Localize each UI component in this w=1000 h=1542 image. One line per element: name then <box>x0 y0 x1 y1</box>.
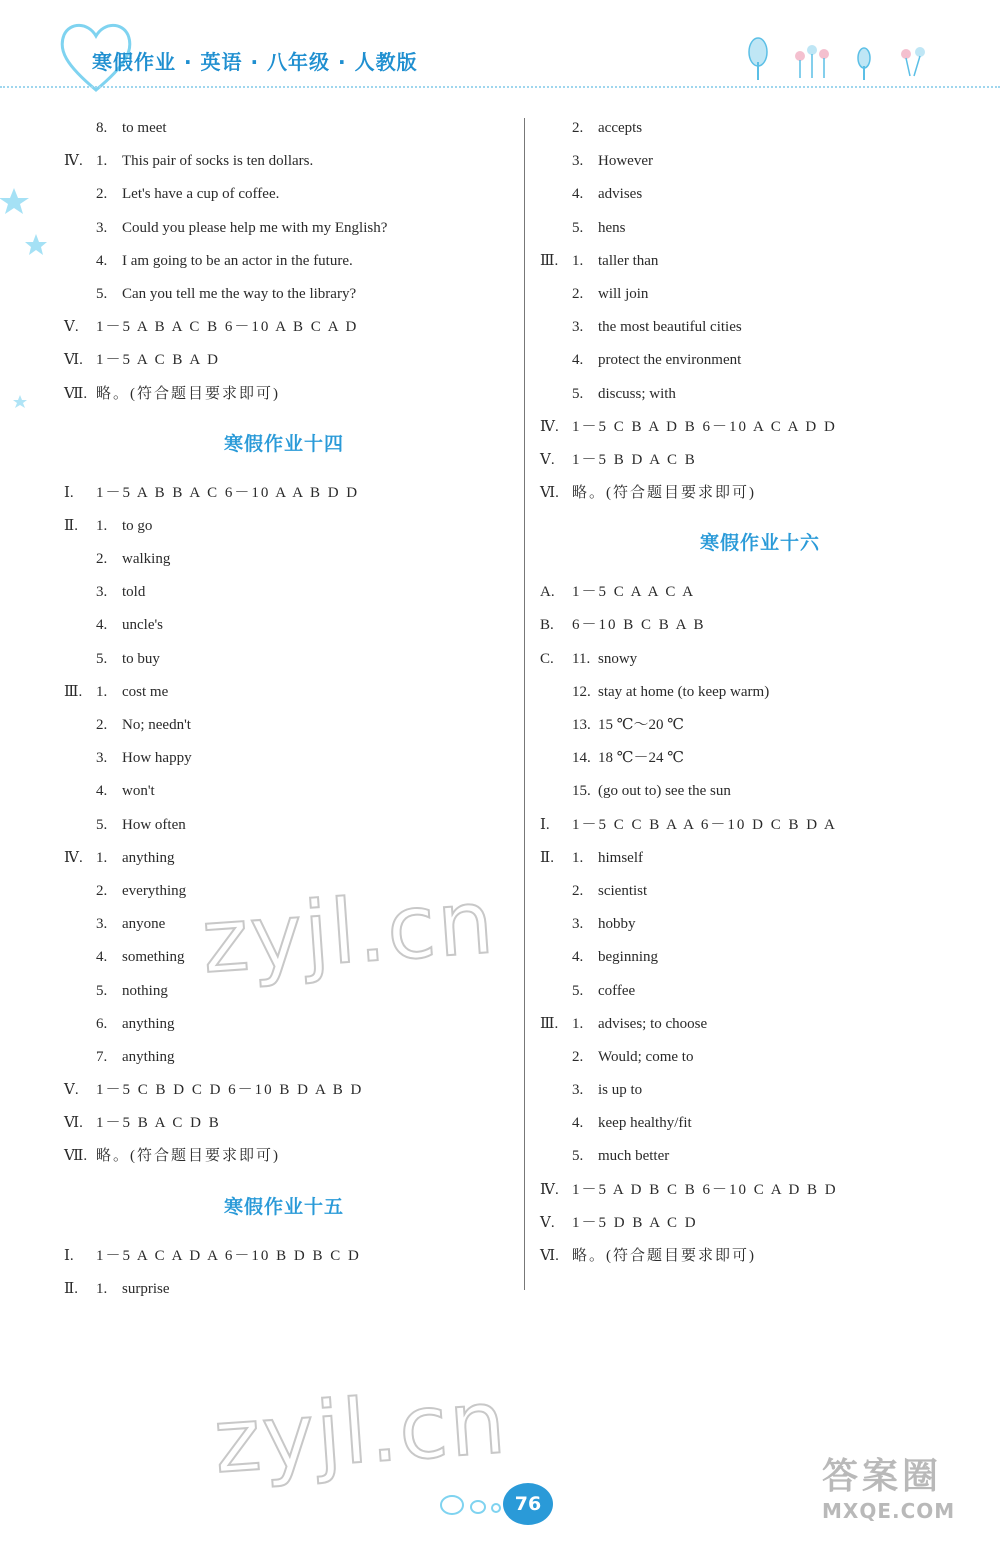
answer-text: hens <box>598 219 626 236</box>
answer-text: I am going to be an actor in the future. <box>122 252 353 269</box>
answer-line <box>64 178 504 211</box>
column-divider <box>524 118 525 1290</box>
answer-line <box>540 742 980 775</box>
item-number: 3. <box>572 153 584 170</box>
item-number: 1. <box>96 683 108 700</box>
answer-line <box>64 510 504 543</box>
answer-line <box>540 842 980 875</box>
item-number: 4. <box>96 617 108 634</box>
item-number: 2. <box>572 882 584 899</box>
section-label: Ⅱ. <box>64 517 78 534</box>
item-number: 1. <box>572 252 584 269</box>
answer-line <box>540 378 980 411</box>
answer-text: 略。(符合题目要求即可) <box>572 1248 756 1264</box>
answer-line <box>64 245 504 278</box>
answer-text: beginning <box>598 949 658 966</box>
section-label: Ⅲ. <box>540 1015 559 1032</box>
section-label: Ⅱ. <box>64 1280 78 1297</box>
answer-text: 6－10 B C B A B <box>572 617 706 634</box>
section-label: Ⅴ. <box>540 451 555 468</box>
answer-line <box>64 609 504 642</box>
item-number: 2. <box>572 120 584 136</box>
section-label: Ⅳ. <box>64 153 83 170</box>
section-label: Ⅳ. <box>540 1181 559 1198</box>
answer-line <box>540 477 980 510</box>
item-number: 5. <box>96 816 108 833</box>
item-number: 5. <box>572 219 584 236</box>
section-label: C. <box>540 650 554 667</box>
answer-text: advises; to choose <box>598 1015 708 1032</box>
answer-text: uncle's <box>122 617 164 634</box>
answer-line <box>540 875 980 908</box>
item-number: 2. <box>572 1048 584 1065</box>
section-label: Ⅵ. <box>540 485 559 502</box>
answer-text: everything <box>122 882 187 899</box>
answer-line <box>64 1240 504 1273</box>
answer-line <box>540 411 980 444</box>
answer-text: hobby <box>598 916 636 933</box>
answer-line <box>64 311 504 344</box>
item-number: 5. <box>572 982 584 999</box>
answer-text: keep healthy/fit <box>598 1115 692 1132</box>
answer-text: something <box>122 949 185 966</box>
answer-line <box>540 178 980 211</box>
answer-text: protect the environment <box>598 352 742 369</box>
answer-text: told <box>122 584 146 601</box>
item-number: 5. <box>96 982 108 999</box>
answer-text: scientist <box>598 882 648 899</box>
item-number: 4. <box>572 186 584 203</box>
header-title: 寒假作业 · 英语 · 八年级 · 人教版 <box>92 50 418 74</box>
answer-text: Let's have a cup of coffee. <box>122 186 280 203</box>
answer-line <box>540 676 980 709</box>
answer-text: Can you tell me the way to the library? <box>122 285 357 302</box>
item-number: 2. <box>96 882 108 899</box>
answer-line <box>540 1240 980 1273</box>
answer-line <box>540 112 980 145</box>
answer-text: to meet <box>122 120 167 136</box>
item-number: 1. <box>96 1280 108 1297</box>
item-number: 3. <box>96 219 108 236</box>
section-label: Ⅵ. <box>540 1248 559 1264</box>
section-label: A. <box>540 584 555 601</box>
item-number: 5. <box>572 385 584 402</box>
answer-text: anyone <box>122 916 166 933</box>
answer-text: 18 ℃－24 ℃ <box>598 750 685 767</box>
answer-line <box>64 543 504 576</box>
answer-line <box>64 477 504 510</box>
header-dotted-line <box>0 86 1000 88</box>
answer-text: advises <box>598 186 643 203</box>
answer-text: will join <box>598 285 649 302</box>
section-label: Ⅲ. <box>64 683 83 700</box>
section-label: B. <box>540 617 554 634</box>
answer-line <box>64 676 504 709</box>
section-label: Ⅱ. <box>540 849 554 866</box>
answer-line <box>64 344 504 377</box>
answer-text: taller than <box>598 252 659 269</box>
section-label: Ⅴ. <box>540 1214 555 1231</box>
answer-text: stay at home (to keep warm) <box>598 683 770 700</box>
answer-line <box>540 245 980 278</box>
answer-text: to go <box>122 517 153 534</box>
item-number: 4. <box>572 949 584 966</box>
answer-text: much better <box>598 1148 670 1165</box>
section-label: Ⅰ. <box>540 816 550 833</box>
answer-text: 15 ℃～20 ℃ <box>598 717 685 733</box>
answer-text: This pair of socks is ten dollars. <box>122 153 314 170</box>
section-label: Ⅳ. <box>540 418 559 435</box>
item-number: 4. <box>96 783 108 800</box>
item-number: 14. <box>572 750 591 767</box>
answer-text: 略。(符合题目要求即可) <box>96 385 280 402</box>
answer-text: coffee <box>598 982 636 999</box>
item-number: 4. <box>96 949 108 966</box>
item-number: 2. <box>96 717 108 733</box>
answer-line <box>64 212 504 245</box>
answer-text: is up to <box>598 1082 643 1099</box>
item-number: 4. <box>572 352 584 369</box>
section-label: Ⅴ. <box>64 1082 79 1099</box>
item-number: 1. <box>572 849 584 866</box>
item-number: 1. <box>96 517 108 534</box>
item-number: 3. <box>96 750 108 767</box>
answer-line <box>540 609 980 642</box>
item-number: 3. <box>572 916 584 933</box>
answer-line <box>540 278 980 311</box>
answer-text: Would; come to <box>598 1048 694 1065</box>
answer-line <box>64 112 504 145</box>
answer-line <box>540 908 980 941</box>
answer-line <box>540 775 980 808</box>
item-number: 4. <box>96 252 108 269</box>
answer-line <box>540 576 980 609</box>
answer-text: himself <box>598 849 643 866</box>
section-label: Ⅵ. <box>64 352 83 369</box>
answer-text: 1－5 C C B A A 6－10 D C B D A <box>572 816 837 833</box>
answer-text: anything <box>122 1015 175 1032</box>
answer-text: 略。(符合题目要求即可) <box>96 1148 280 1165</box>
right-answer-column <box>540 112 980 1273</box>
item-number: 1. <box>96 849 108 866</box>
answer-text: 1－5 B A C D B <box>96 1115 221 1132</box>
item-number: 3. <box>96 584 108 601</box>
answer-text: accepts <box>598 120 643 136</box>
answer-line <box>64 742 504 775</box>
item-number: 7. <box>96 1048 108 1065</box>
star-decoration-icon <box>0 170 60 470</box>
answer-line <box>540 145 980 178</box>
answer-line <box>64 378 504 411</box>
answer-text: How often <box>122 816 186 833</box>
answer-line <box>540 444 980 477</box>
answer-text: to buy <box>122 650 160 667</box>
answer-line <box>540 709 980 742</box>
item-number: 2. <box>96 551 108 568</box>
answer-line <box>64 145 504 178</box>
item-number: 5. <box>96 650 108 667</box>
answer-line <box>540 643 980 676</box>
answer-text: discuss; with <box>598 385 676 402</box>
answer-line <box>540 975 980 1008</box>
answer-line <box>64 1008 504 1041</box>
section-label: Ⅲ. <box>540 252 559 269</box>
answer-text: cost me <box>122 683 169 700</box>
section-title: 寒假作业十五 <box>223 1195 344 1218</box>
answer-text: anything <box>122 849 175 866</box>
section-label: Ⅶ. <box>64 1148 88 1165</box>
answer-text: walking <box>122 551 171 568</box>
answer-text: 1－5 A D B C B 6－10 C A D B D <box>572 1181 838 1198</box>
item-number: 5. <box>572 1148 584 1165</box>
section-title: 寒假作业十四 <box>223 432 344 455</box>
answer-line <box>540 311 980 344</box>
item-number: 1. <box>96 153 108 170</box>
item-number: 3. <box>572 319 584 336</box>
answer-text: 1－5 A C B A D <box>96 352 220 369</box>
answer-line <box>540 212 980 245</box>
watermark-text: zyjl.cn <box>210 1369 511 1494</box>
item-number: 3. <box>572 1082 584 1099</box>
answer-text: 1－5 B D A C B <box>572 451 697 468</box>
answer-text: 1－5 A B B A C 6－10 A A B D D <box>96 484 360 501</box>
answer-text: No; needn't <box>122 717 191 733</box>
answer-text: 1－5 D B A C D <box>572 1214 698 1231</box>
answer-text: 略。(符合题目要求即可) <box>572 485 756 502</box>
item-number: 2. <box>96 186 108 203</box>
watermark-text: zyjl.cn <box>198 869 499 994</box>
answer-text: 1－5 C B A D B 6－10 A C A D D <box>572 418 837 435</box>
item-number: 6. <box>96 1015 108 1032</box>
item-number: 13. <box>572 717 591 733</box>
answer-text: won't <box>122 783 155 800</box>
section-label: Ⅳ. <box>64 849 83 866</box>
answer-line <box>64 576 504 609</box>
left-answer-column <box>64 112 504 1306</box>
answer-text: 1－5 A B A C B 6－10 A B C A D <box>96 319 359 336</box>
page-number: 76 <box>503 1483 553 1525</box>
answer-text: Could you please help me with my English? <box>122 219 388 236</box>
item-number: 1. <box>572 1015 584 1032</box>
answer-text: the most beautiful cities <box>598 319 742 336</box>
item-number: 11. <box>572 650 591 667</box>
answer-line <box>540 1140 980 1173</box>
answer-text: 1－5 C A A C A <box>572 584 696 601</box>
answer-text: (go out to) see the sun <box>598 783 731 800</box>
answer-line <box>64 842 504 875</box>
answer-text: 1－5 A C A D A 6－10 B D B C D <box>96 1247 361 1264</box>
answer-line <box>540 1041 980 1074</box>
corner-logo-sub: MXQE.COM <box>822 1499 956 1523</box>
answer-line <box>64 775 504 808</box>
answer-line <box>64 278 504 311</box>
answer-line <box>64 643 504 676</box>
bubble-decoration-icon <box>438 1490 508 1520</box>
answer-line <box>540 1207 980 1240</box>
answer-line <box>64 1107 504 1140</box>
answer-line <box>64 1273 504 1306</box>
item-number: 15. <box>572 783 591 800</box>
answer-line <box>540 344 980 377</box>
answer-line <box>64 709 504 742</box>
section-label: Ⅶ. <box>64 385 88 402</box>
section-label: Ⅵ. <box>64 1115 83 1132</box>
answer-text: 1－5 C B D C D 6－10 B D A B D <box>96 1082 364 1099</box>
answer-text: How happy <box>122 750 192 767</box>
page-header <box>0 0 1000 100</box>
corner-logo <box>822 1448 992 1538</box>
answer-text: surprise <box>122 1280 170 1297</box>
answer-line <box>64 1041 504 1074</box>
answer-line <box>540 1008 980 1041</box>
answer-line <box>64 809 504 842</box>
tree-decoration-icon <box>742 32 942 92</box>
answer-line <box>540 809 980 842</box>
section-title: 寒假作业十六 <box>699 532 820 555</box>
section-label: Ⅴ. <box>64 319 79 336</box>
answer-text: anything <box>122 1048 175 1065</box>
section-label: Ⅰ. <box>64 484 74 501</box>
answer-line <box>64 1140 504 1173</box>
item-number: 12. <box>572 683 591 700</box>
answer-line <box>540 1107 980 1140</box>
item-number: 5. <box>96 285 108 302</box>
section-label: Ⅰ. <box>64 1247 74 1264</box>
answer-line <box>540 1174 980 1207</box>
answer-line <box>64 1074 504 1107</box>
item-number: 4. <box>572 1115 584 1132</box>
corner-logo-main: 答案圈 <box>822 1456 943 1497</box>
item-number: 2. <box>572 285 584 302</box>
answer-text: However <box>598 153 653 170</box>
answer-line <box>540 941 980 974</box>
answer-text: snowy <box>598 650 638 667</box>
answer-line <box>540 1074 980 1107</box>
item-number: 8. <box>96 120 108 136</box>
item-number: 3. <box>96 916 108 933</box>
answer-text: nothing <box>122 982 168 999</box>
